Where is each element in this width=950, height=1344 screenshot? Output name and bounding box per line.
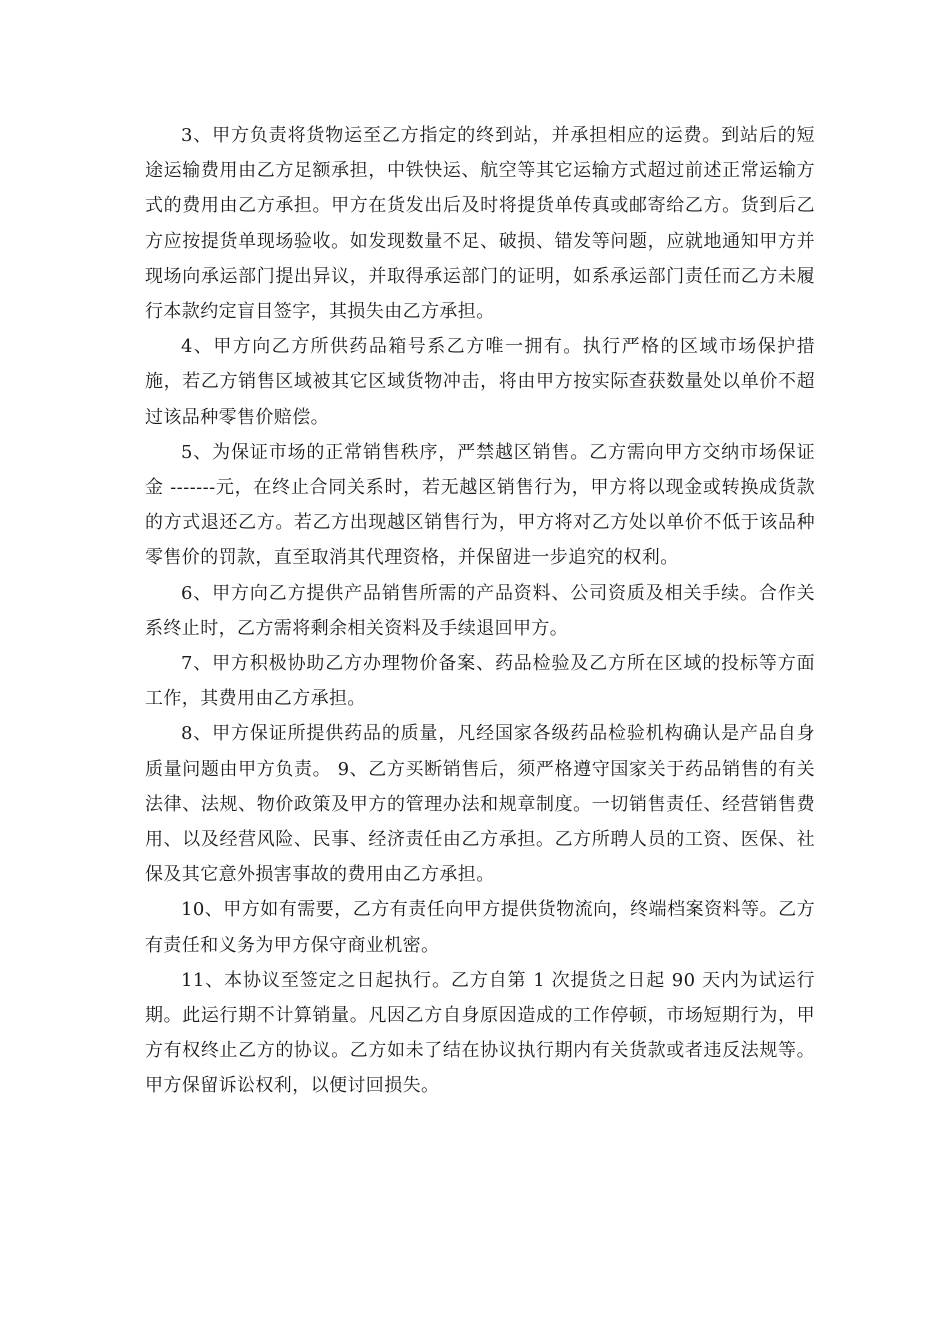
clause-6-paragraph: 6、甲方向乙方提供产品销售所需的产品资料、公司资质及相关手续。合作关系终止时，乙方需将剩余相关资料及手续退回甲方。 — [145, 582, 815, 639]
clause-5-paragraph: 5、为保证市场的正常销售秩序，严禁越区销售。乙方需向甲方交纳市场保证金 -------元，在终止合同关系时，若无越区销售行为，甲方将以现金或转换成货款的方式退还乙方。若乙方出现越区销售行为，甲方将对乙方处以单价不低于该品种零售价的罚款，直至取消其代理资格，并保留进一步追究的权利。 — [145, 441, 815, 569]
clause-11-paragraph: 11、本协议至签定之日起执行。乙方自第 1 次提货之日起 90 天内为试运行期。此运行期不计算销量。凡因乙方自身原因造成的工作停顿，市场短期行为，甲方有权终止乙方的协议。乙方如未了结在协议执行期内有关货款或者违反法规等。甲方保留诉讼权利，以便讨回损失。 — [145, 969, 815, 1097]
clause-8-9-paragraph: 8、甲方保证所提供药品的质量，凡经国家各级药品检验机构确认是产品自身质量问题由甲方负责。 9、乙方买断销售后，须严格遵守国家关于药品销售的有关法律、法规、物价政策及甲方的管理办法和规章制度。一切销售责任、经营销售费用、以及经营风险、民事、经济责任由乙方承担。乙方所聘人员的工资、医保、社保及其它意外损害事故的费用由乙方承担。 — [145, 723, 815, 886]
document-page — [145, 118, 815, 1104]
clause-3-paragraph: 3、甲方负责将货物运至乙方指定的终到站，并承担相应的运费。到站后的短途运输费用由乙方足额承担，中铁快运、航空等其它运输方式超过前述正常运输方式的费用由乙方承担。甲方在货发出后及时将提货单传真或邮寄给乙方。货到后乙方应按提货单现场验收。如发现数量不足、破损、错发等问题，应就地通知甲方并现场向承运部门提出异议，并取得承运部门的证明，如系承运部门责任而乙方未履行本款约定盲目签字，其损失由乙方承担。 — [145, 125, 815, 323]
clause-4-paragraph: 4、甲方向乙方所供药品箱号系乙方唯一拥有。执行严格的区域市场保护措施，若乙方销售区域被其它区域货物冲击，将由甲方按实际查获数量处以单价不超过该品种零售价赔偿。 — [145, 336, 815, 428]
clause-10-paragraph: 10、甲方如有需要，乙方有责任向甲方提供货物流向，终端档案资料等。乙方有责任和义务为甲方保守商业机密。 — [145, 899, 815, 956]
clause-7-paragraph: 7、甲方积极协助乙方办理物价备案、药品检验及乙方所在区域的投标等方面工作，其费用由乙方承担。 — [145, 653, 815, 710]
